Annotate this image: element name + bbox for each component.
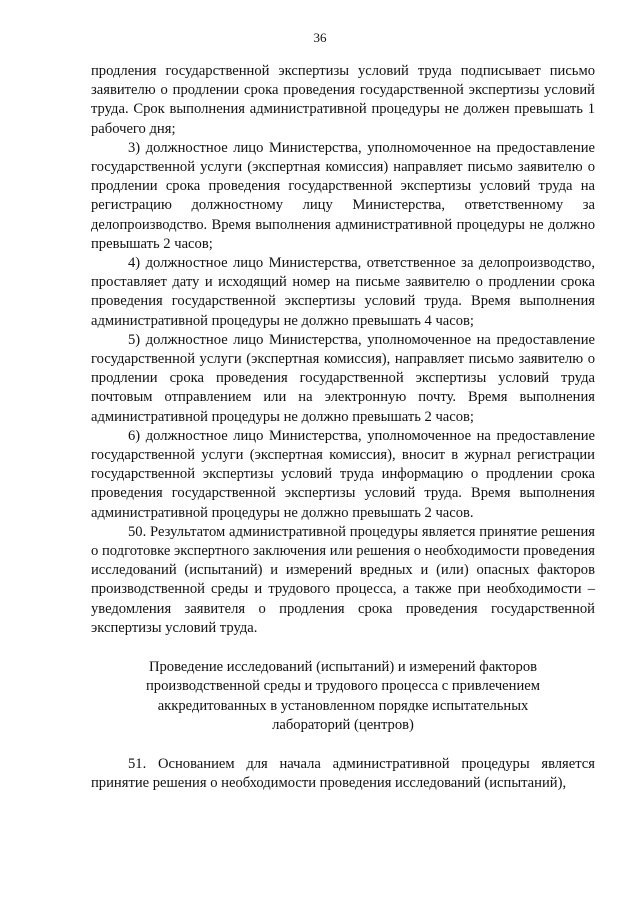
section-heading: Проведение исследований (испытаний) и измерений факторов производственной среды и трудового процесса с привлечением аккредитованных в установленном порядке испытательных лабораторий (центров)	[146, 659, 540, 733]
page-number: 36	[313, 30, 327, 45]
paragraph-item-4: 4) должностное лицо Министерства, ответственное за делопроизводство, проставляет дату и исходящий номер на письме заявителю о продлении срока проведения государственной экспертизы условий труда. Время выполнения административной процедуры не должно превышать 4 часов;	[91, 255, 595, 329]
paragraph-51: 51. Основанием для начала административной процедуры является принятие решения о необходимости проведения исследований (испытаний),	[91, 755, 595, 792]
paragraph-item-5: 5) должностное лицо Министерства, уполномоченное на предоставление государственной услуги (экспертная комиссия), направляет письмо заявителю о продлении срока проведения государственной экспертизы условий труда почтовым отправлением или на электронную почту. Время выполнения административной процедуры не должно превышать 2 часов;	[91, 331, 595, 425]
paragraph-50: 50. Результатом административной процедуры является принятие решения о подготовке экспертного заключения или решения о необходимости проведения исследований (испытаний) и измерений вредных и (или) опасных факторов производственной среды и трудового процесса, а также при необходимости – уведомления заявителя о продления срока проведения государственной экспертизы условий труда.	[91, 523, 595, 636]
paragraph-item-3: 3) должностное лицо Министерства, уполномоченное на предоставление государственной услуги (экспертная комиссия) направляет письмо заявителю о продлении срока проведения государственной экспертизы условий труда на регистрацию должностному лицу Министерства, ответственному за делопроизводство. Время выполнения административной процедуры не должно превышать 2 часов;	[91, 139, 595, 252]
paragraph-continuation: продления государственной экспертизы условий труда подписывает письмо заявителю о продлении срока проведения государственной экспертизы условий труда. Срок выполнения административной процедуры не должен превышать 1 рабочего дня;	[91, 63, 595, 137]
paragraph-item-6: 6) должностное лицо Министерства, уполномоченное на предоставление государственной услуги (экспертная комиссия), вносит в журнал регистрации государственной экспертизы условий труда информацию о продлении срока проведения государственной экспертизы условий труда. Время выполнения административной процедуры не должно превышать 2 часов.	[91, 427, 595, 521]
body-text	[91, 62, 595, 793]
